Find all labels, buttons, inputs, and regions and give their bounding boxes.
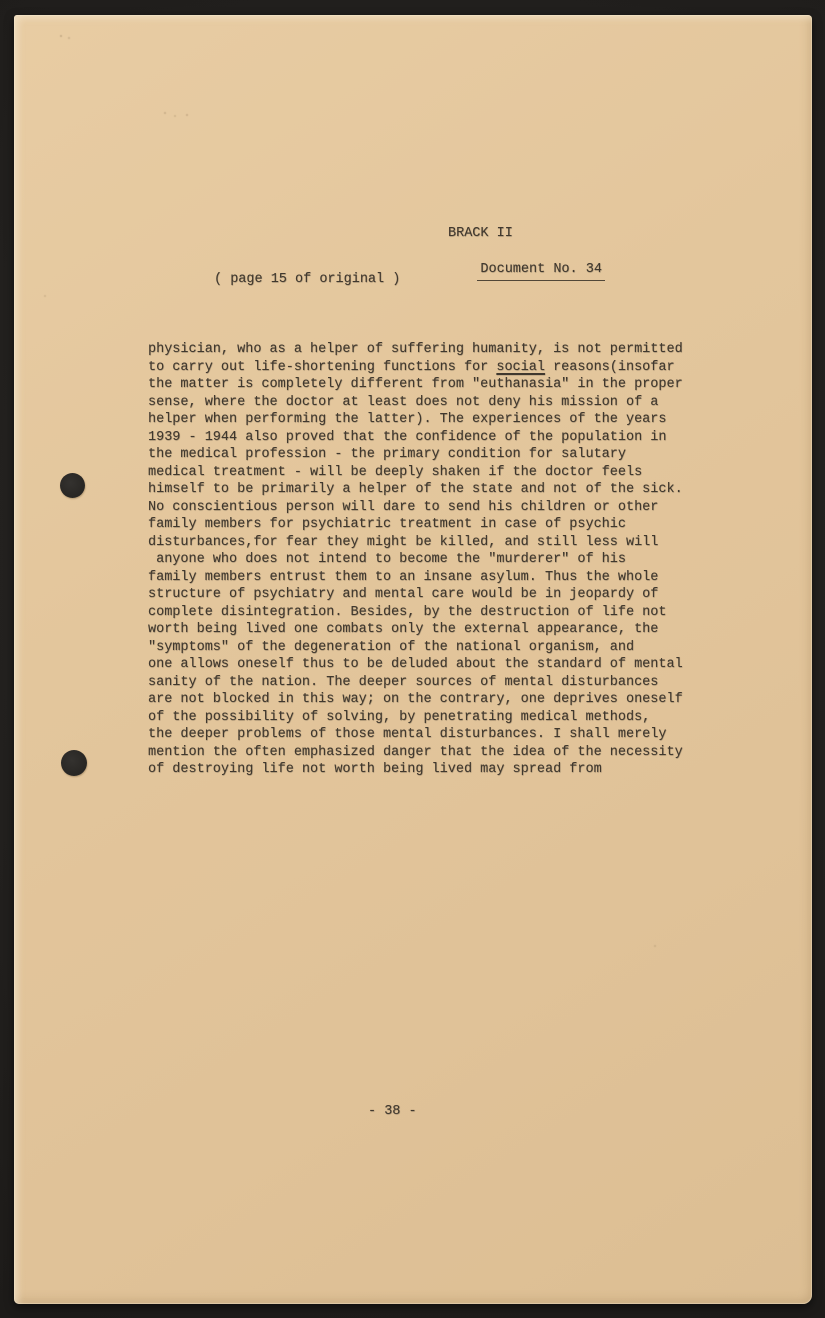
underlined-word: social bbox=[496, 359, 545, 375]
document-number: Document No. 34 bbox=[477, 261, 605, 281]
body-line bbox=[148, 481, 683, 499]
body-line-segment: disturbances,for fear they might be killed, and still less will bbox=[148, 534, 659, 550]
body-line bbox=[148, 551, 683, 569]
body-line bbox=[148, 411, 683, 429]
punch-hole-bottom bbox=[61, 750, 87, 776]
body-line bbox=[148, 534, 683, 552]
page-number: - 38 - bbox=[368, 1104, 417, 1119]
body-line-segment: family members entrust them to an insane asylum. Thus the whole bbox=[148, 569, 659, 585]
body-line-segment: complete disintegration. Besides, by the destruction of life not bbox=[148, 604, 667, 620]
body-line bbox=[148, 394, 683, 412]
body-line bbox=[148, 341, 683, 359]
body-line bbox=[148, 726, 683, 744]
body-line bbox=[148, 499, 683, 517]
body-line bbox=[148, 656, 683, 674]
body-line-segment: the medical profession - the primary condition for salutary bbox=[148, 447, 626, 462]
body-line bbox=[148, 639, 683, 657]
body-line bbox=[148, 744, 683, 762]
body-line-segment: No conscientious person will dare to send his children or other bbox=[148, 499, 659, 515]
body-text bbox=[148, 341, 683, 779]
body-line-segment: of the possibility of solving, by penetrating medical methods, bbox=[148, 709, 651, 725]
document-header bbox=[448, 189, 605, 299]
body-line-segment: reasons(insofar bbox=[544, 359, 675, 375]
body-line-segment: 1939 - 1944 also proved that the confidence of the population in bbox=[148, 429, 667, 445]
body-line-segment: the matter is completely different from "euthanasia" in the proper bbox=[148, 377, 683, 392]
body-line bbox=[148, 359, 683, 377]
body-line-segment: sanity of the nation. The deeper sources of mental disturbances bbox=[148, 674, 659, 690]
body-line-segment: mention the often emphasized danger that the idea of the necessity bbox=[148, 744, 683, 760]
body-line-segment: to carry out life-shortening functions for bbox=[148, 359, 497, 375]
body-line bbox=[148, 464, 683, 482]
body-line bbox=[148, 761, 683, 779]
body-line bbox=[148, 674, 683, 692]
body-line-segment: physician, who as a helper of suffering humanity, is not permitted bbox=[148, 342, 683, 357]
body-line bbox=[148, 604, 683, 622]
body-line-segment: sense, where the doctor at least does not deny his mission of a bbox=[148, 394, 659, 410]
body-line-segment: worth being lived one combats only the external appearance, the bbox=[148, 622, 659, 637]
body-line-segment: family members for psychiatric treatment in case of psychic bbox=[148, 517, 626, 532]
body-line-segment: helper when performing the latter). The experiences of the years bbox=[148, 412, 667, 427]
punch-hole-top bbox=[60, 473, 85, 498]
body-line-segment: "symptoms" of the degeneration of the national organism, and bbox=[148, 639, 635, 655]
body-line bbox=[148, 691, 683, 709]
body-line bbox=[148, 709, 683, 727]
body-line-segment: are not blocked in this way; on the contrary, one deprives oneself bbox=[148, 692, 683, 707]
body-line bbox=[148, 516, 683, 534]
body-line bbox=[148, 621, 683, 639]
body-line bbox=[148, 376, 683, 394]
body-line bbox=[148, 429, 683, 447]
body-line bbox=[148, 569, 683, 587]
body-line-segment: the deeper problems of those mental disturbances. I shall merely bbox=[148, 727, 667, 742]
page-note: ( page 15 of original ) bbox=[214, 272, 401, 287]
body-line-segment: structure of psychiatry and mental care would be in jeopardy of bbox=[148, 587, 659, 602]
body-line-segment: himself to be primarily a helper of the state and not of the sick. bbox=[148, 482, 683, 497]
paper-specks bbox=[14, 15, 16, 17]
body-line bbox=[148, 586, 683, 604]
body-line-segment: medical treatment - will be deeply shaken if the doctor feels bbox=[148, 464, 643, 480]
body-line-segment: of destroying life not worth being lived may spread from bbox=[148, 762, 602, 777]
body-line-segment: one allows oneself thus to be deluded about the standard of mental bbox=[148, 657, 683, 672]
body-line-segment: anyone who does not intend to become the "murderer" of his bbox=[148, 552, 626, 567]
body-line bbox=[148, 446, 683, 464]
case-title: BRACK II bbox=[448, 226, 513, 241]
